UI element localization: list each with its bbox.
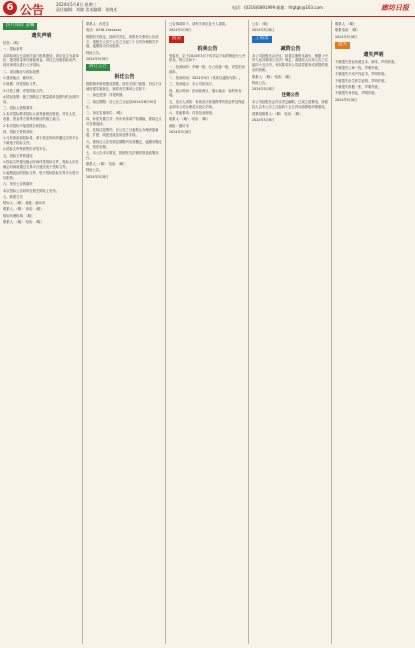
paragraph: 不慎遗失收据一张，声明作废。	[335, 84, 382, 89]
paragraph: 联系人：（略） 电话：（略）	[3, 207, 44, 212]
issue-date: 2024年5月8日 星期三	[56, 2, 97, 7]
paragraph: 四、展示时间：拍卖前两日，展示地点：标的所在地。	[169, 88, 242, 98]
notice-title: 拍卖公告	[197, 45, 218, 52]
paragraph: 1.建设地点：廊坊市。	[3, 75, 36, 80]
paragraph: 2.规模：详见招标文件。	[3, 82, 40, 87]
section-title: 公告	[20, 3, 45, 17]
section-label: 医疗保险 遗嘱	[3, 23, 37, 30]
paragraph: 2024年5月8日	[86, 57, 109, 61]
paragraph: 联系人：（略） 电话：（略）	[3, 220, 44, 225]
paragraph: 联系人：（略）	[335, 22, 357, 26]
paragraph: 三、拆迁实施单位：（略）	[86, 110, 124, 115]
paragraph: 不慎遗失不动产权证书，声明作废。	[335, 72, 388, 77]
paragraph: 特此公告。	[86, 168, 103, 173]
paragraph: 特此公告。	[86, 50, 103, 55]
notice-title: 遗失声明	[363, 51, 384, 58]
notice-body	[252, 22, 329, 33]
paragraph: 五、竞买人须知：有意竞买者请携带有效证件及保证金到本公司办理竞买登记手续。	[169, 99, 245, 109]
column-2	[86, 22, 163, 644]
paragraph: 电话：0316-2xxxxxxx	[86, 28, 122, 33]
paragraph: 1.凡有意参加投标者，请于规定时间内通过交易平台下载电子招标文件。	[3, 136, 79, 145]
paragraph: 根据有关规定，经研究决定，现将有关事项公告如下，请相关人员于公告之日起三十日内办理相关手续，逾期视为自动放弃。	[86, 34, 159, 49]
paragraph: 四、招标文件的获取	[3, 129, 33, 134]
paragraph: 2024年5月8日	[335, 97, 358, 102]
paragraph: 2.逾期送达的投标文件，电子招标投标交易平台将予以拒收。	[3, 171, 79, 180]
paragraph: 根据城市规划建设需要，经有关部门批准，对以下区域房屋实施拆迁，现将有关事项公告如下：	[86, 82, 162, 92]
paragraph: 联系人：（略） 电话：（略）	[169, 117, 210, 122]
paragraph: 联系人：孙先生	[86, 22, 110, 26]
paragraph: 七、本公告未尽事宜，按照有关法律法规及政策执行。	[86, 150, 159, 160]
paragraph: 本次招标公告同时在相关网站上发布。	[3, 188, 60, 193]
paragraph: 2024年5月8日	[252, 87, 275, 92]
paragraph: 六、其他事项：详见拍卖规则。	[169, 110, 216, 115]
column-divider	[165, 20, 166, 644]
paragraph: 联系人：（略） 电话：（略）	[86, 162, 127, 167]
notice-body	[169, 54, 246, 135]
paragraph: 特此公告。	[252, 80, 269, 85]
paragraph: 不慎遗失公章一枚，声明作废。	[335, 66, 382, 71]
paragraph: 二、项目概况与招标范围	[3, 69, 40, 74]
column-4	[252, 22, 329, 644]
notice-body	[335, 22, 412, 40]
column-1	[3, 22, 80, 644]
paragraph: 四、补偿安置方式：货币补偿或产权调换，被拆迁人可自愿选择。	[86, 117, 162, 127]
paragraph: 4.招标范围：施工图纸及工程量清单范围内的全部内容。	[3, 94, 79, 104]
paragraph: 2024年5月8日	[86, 174, 109, 179]
paragraph: 2024年5月8日	[252, 117, 275, 122]
notice-title: 减资公告	[280, 45, 301, 52]
paragraph: 公告：（略）	[252, 22, 271, 26]
notice-body	[86, 22, 163, 62]
paragraph: 联系电话：（略）	[335, 28, 360, 33]
paragraph: 三、拍卖地点：本公司拍卖厅。	[169, 82, 216, 87]
paragraph: 三、投标人资格要求	[3, 106, 33, 110]
paragraph: 1.本次招标要求投标人须具备相应资质，并在人员、设备、资金等方面具有相应的施工能力。	[3, 112, 79, 122]
paragraph: 本公司经股东会决议决定解散，已成立清算组，请债权人自本公告之日起四十五日内向清算组申报债权。	[252, 100, 328, 110]
notice-body	[252, 100, 329, 122]
paragraph: 五、在拆迁范围内，自公告之日起停止办理房屋新建、扩建、改建及改变用途等手续。	[86, 128, 159, 138]
paragraph: 一、拍卖标的：车辆一批、办公设备一批，详见拍卖清单。	[169, 64, 245, 74]
paragraph: 地址：廊坊市	[169, 123, 189, 128]
paragraph: 公告事项如下，请有关单位及个人周知。	[169, 22, 229, 26]
paragraph: 招标人：（略） 地址：廊坊市	[3, 201, 46, 206]
paragraph: 2024年5月8日	[169, 28, 192, 33]
notice-title: 注销公告	[281, 93, 300, 99]
paragraph: 1.投标文件递交截止时间详见招标文件，投标人应在截止时间前通过交易平台递交电子投标文件。	[3, 159, 79, 169]
newspaper-logo: 廊坊日报	[381, 3, 409, 12]
paragraph: 七、联系方式	[3, 194, 23, 199]
paragraph: 一、招标条件	[3, 47, 23, 52]
paragraph: 2.招标文件每套售价详见平台。	[3, 147, 50, 152]
paragraph: 联系人：（略） 电话：（略）	[252, 74, 293, 79]
paragraph: 清算组联系人：（略） 电话：（略）	[252, 111, 303, 116]
editor-credit: 责任编辑：刘晓 美术编辑：张晓光	[56, 7, 118, 12]
paragraph: 本招标项目已由相关部门批准建设，项目业主为某单位，建设资金来自财政资金，项目已具备招标条件，现对该项目进行公开招标。	[3, 53, 79, 68]
paragraph: 五、投标文件的递交	[3, 153, 33, 158]
section-label: 拍卖	[169, 36, 184, 43]
column-divider	[331, 20, 332, 644]
paragraph: 不慎遗失营业执照正本、副本，声明作废。	[335, 59, 398, 64]
paragraph: 招标代理机构：（略）	[3, 213, 35, 218]
notice-body	[3, 41, 80, 225]
paragraph: 本公司经股东会决议，拟将注册资本减少，根据《中华人民共和国公司法》规定，请债权人自本公告之日起四十五日内，有权要求本公司清偿债务或者提供相应的担保。	[252, 53, 328, 73]
paragraph: 六、被拆迁人应在规定期限内完成搬迁，逾期未搬迁的，依法处理。	[86, 139, 162, 149]
section-label: 工商类	[252, 36, 272, 43]
issue-meta	[56, 2, 117, 12]
paragraph: 信息：（略）	[3, 40, 22, 45]
section-label: 拆迁公告	[86, 64, 110, 71]
section-label: 遗失	[335, 42, 350, 49]
paragraph: 不慎遗失身份证，声明作废。	[335, 91, 378, 96]
contact-line: 电话：(0316)6891999 邮箱：lfrgtgk@163.com	[232, 5, 323, 10]
column-5	[335, 22, 412, 644]
column-3	[169, 22, 246, 644]
paragraph: 受委托，定于2024年5月下旬对以下标的物进行公开拍卖，现公告如下：	[169, 53, 246, 63]
notice-title: 遗失声明	[31, 32, 52, 39]
paragraph: 3.计划工期：详见招标文件。	[3, 88, 46, 93]
paragraph: 2024年5月8日	[169, 129, 192, 134]
paragraph: 六、发布公告的媒介	[3, 182, 33, 187]
paragraph: 二、拆迁期限：自公告之日起至2024年6月30日止。	[86, 99, 157, 109]
paragraph: 2.本次招标不接受联合体投标。	[3, 123, 50, 128]
paragraph: 一、拆迁范围：详见附图。	[86, 93, 126, 98]
notice-body	[86, 82, 163, 179]
paragraph: 2024年5月8日	[252, 28, 275, 33]
paragraph: 2024年5月8日	[335, 34, 358, 39]
notice-body	[335, 60, 412, 103]
paragraph: 二、拍卖时间：2024年5月（具体以通知为准）。	[169, 75, 243, 80]
notice-body	[169, 22, 246, 33]
column-divider	[248, 20, 249, 644]
page-number: 6	[3, 1, 17, 15]
paragraph: 不慎遗失出生医学证明，声明作废。	[335, 78, 388, 83]
masthead	[0, 0, 415, 17]
notice-title: 拆迁公告	[114, 74, 135, 81]
column-divider	[82, 20, 83, 644]
notice-body	[252, 54, 329, 93]
